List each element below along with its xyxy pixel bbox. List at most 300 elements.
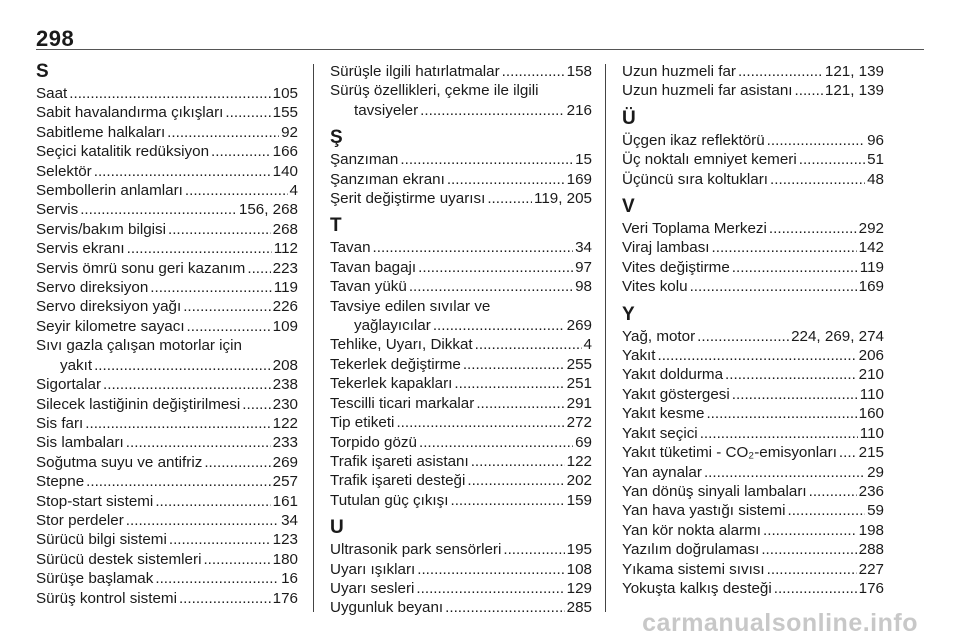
entry-term: Üçgen ikaz reflektörü (622, 131, 765, 149)
index-entry (622, 327, 884, 346)
leader-dots (80, 200, 237, 219)
entry-term: Saat (36, 85, 68, 102)
leader-dots (168, 220, 271, 239)
leader-dots (187, 317, 271, 336)
index-section (622, 109, 884, 189)
entry-term: Üç noktalı emniyet kemeri (622, 151, 797, 169)
index-section (622, 305, 884, 599)
leader-dots (487, 189, 532, 208)
leader-dots (94, 162, 271, 181)
entry-pages: 223 (272, 259, 298, 277)
entry-pages: 108 (566, 560, 592, 578)
index-entry (36, 297, 298, 316)
leader-dots (418, 258, 573, 277)
entry-pages: 96 (867, 131, 884, 149)
entry-term: Soğutma suyu ve antifriz (36, 453, 203, 471)
leader-dots (400, 150, 573, 169)
leader-dots (763, 521, 857, 540)
entry-term: Uygunluk beyanı (330, 599, 444, 617)
index-entry (36, 220, 298, 239)
leader-dots (126, 511, 279, 530)
index-entry (622, 277, 884, 296)
entry-pages: 160 (858, 405, 884, 423)
leader-dots (809, 482, 857, 501)
entry-pages: 238 (272, 376, 298, 394)
index-entry (622, 482, 884, 501)
leader-dots (183, 297, 270, 316)
index-entry (36, 395, 298, 414)
index-entry (36, 530, 298, 549)
entry-pages: 227 (858, 560, 884, 578)
entry-pages: 288 (858, 541, 884, 559)
index-section (622, 62, 884, 101)
leader-dots (167, 123, 279, 142)
index-entry (36, 84, 298, 103)
entry-pages: 206 (858, 347, 884, 365)
leader-dots (126, 433, 271, 452)
entry-term: Uyarı ışıkları (330, 560, 416, 578)
entry-pages: 29 (867, 463, 884, 481)
index-entry (330, 560, 592, 579)
leader-dots (657, 346, 856, 365)
index-entry (36, 336, 298, 375)
index-section (330, 216, 592, 510)
leader-dots (463, 355, 565, 374)
index-entry (36, 259, 298, 278)
leader-dots (732, 258, 858, 277)
index-entry (622, 346, 884, 365)
entry-pages: 122 (566, 452, 592, 470)
index-entry (330, 471, 592, 490)
leader-dots (409, 277, 573, 296)
entry-term-continued: tavsiyeler (354, 101, 419, 119)
leader-dots (69, 84, 270, 103)
entry-pages: 16 (281, 570, 298, 588)
entry-pages: 202 (566, 472, 592, 490)
leader-dots (706, 404, 856, 423)
entry-pages: 119 (273, 279, 298, 297)
entry-pages: 48 (867, 170, 884, 188)
leader-dots (770, 170, 865, 189)
entry-pages: 272 (566, 414, 592, 432)
index-entry (330, 579, 592, 598)
entry-term-continued: yağlayıcılar (354, 317, 431, 335)
index-section (330, 62, 592, 120)
index-entry (330, 62, 592, 81)
entry-term: Vites değiştirme (622, 258, 730, 276)
entry-term: Tavan (330, 239, 371, 257)
entry-term: Sıvı gazla çalışan motorlar için (36, 337, 242, 355)
entry-pages: 119, 205 (534, 190, 592, 208)
index-entry (622, 443, 884, 462)
index-entry (330, 491, 592, 510)
leader-dots (127, 239, 272, 258)
entry-pages: 140 (272, 162, 298, 180)
index-entry (622, 238, 884, 257)
entry-pages: 123 (272, 531, 298, 549)
entry-pages: 255 (566, 355, 592, 373)
index-section (36, 62, 298, 608)
entry-pages: 208 (272, 356, 298, 374)
entry-term: Yan kör nokta alarmı (622, 521, 762, 539)
entry-continuation (330, 316, 592, 335)
entry-term: Yokuşta kalkış desteği (622, 579, 772, 597)
entry-pages: 159 (566, 491, 592, 509)
entry-pages: 169 (566, 170, 592, 188)
entry-pages: 156, 268 (238, 201, 298, 219)
index-entry (330, 355, 592, 374)
index-entry (330, 258, 592, 277)
entry-pages: 34 (281, 511, 298, 529)
leader-dots (420, 101, 565, 120)
index-entry (622, 560, 884, 579)
leader-dots (767, 560, 857, 579)
entry-term: Trafik işareti asistanı (330, 452, 469, 470)
entry-pages: 226 (272, 298, 298, 316)
entry-pages: 176 (858, 579, 884, 597)
index-section (622, 197, 884, 297)
leader-dots (799, 150, 865, 169)
entry-pages: 285 (566, 599, 592, 617)
entry-pages: 110 (859, 385, 884, 403)
entry-term: Sürüşle ilgili hatırlatmalar (330, 63, 500, 80)
entry-pages: 142 (858, 239, 884, 257)
entry-term: Sürüşe başlamak (36, 570, 154, 588)
leader-dots (203, 550, 270, 569)
entry-term: Sürücü bilgi sistemi (36, 531, 167, 549)
index-entry (622, 62, 884, 81)
leader-dots (103, 375, 271, 394)
leader-dots (150, 278, 272, 297)
leader-dots (419, 433, 573, 452)
index-entry (36, 375, 298, 394)
entry-term-continued: yakıt (60, 356, 93, 374)
entry-pages: 69 (575, 433, 592, 451)
index-entry (36, 453, 298, 472)
index-entry (622, 404, 884, 423)
leader-dots (86, 472, 271, 491)
entry-term: Tekerlek değiştirme (330, 355, 461, 373)
index-entry (622, 385, 884, 404)
entry-term: Yazılım doğrulaması (622, 541, 760, 559)
entry-term: Servis (36, 201, 79, 219)
index-entry (330, 81, 592, 120)
entry-term: Sigortalar (36, 376, 101, 394)
entry-term: Stepne (36, 473, 85, 491)
index-column-3 (622, 62, 884, 598)
section-letter: U (330, 517, 344, 539)
entry-pages: 176 (272, 589, 298, 607)
entry-term: Uyarı sesleri (330, 579, 415, 597)
entry-pages: 51 (867, 151, 884, 169)
leader-dots (85, 414, 270, 433)
leader-dots (503, 540, 564, 559)
index-entry (330, 394, 592, 413)
page-number: 298 (36, 26, 75, 51)
entry-term: Sürüş kontrol sistemi (36, 589, 177, 607)
entry-pages: 257 (272, 473, 298, 491)
entry-term: Yağ, motor (622, 327, 696, 345)
leader-dots (502, 62, 565, 81)
index-entry (622, 81, 884, 100)
entry-term: Tescilli ticari markalar (330, 394, 475, 412)
index-entry (330, 189, 592, 208)
entry-pages: 155 (272, 104, 298, 122)
index-entry (622, 170, 884, 189)
entry-pages: 251 (566, 375, 592, 393)
leader-dots (769, 219, 857, 238)
entry-term: Stor perdeler (36, 511, 124, 529)
index-entry (622, 365, 884, 384)
leader-dots (787, 501, 865, 520)
entry-term: Yakıt (622, 347, 656, 365)
index-section (330, 128, 592, 208)
leader-dots (467, 471, 564, 490)
entry-term: Trafik işareti desteği (330, 472, 466, 490)
entry-term: Sabit havalandırma çıkışları (36, 104, 224, 122)
leader-dots (416, 579, 564, 598)
entry-pages: 180 (272, 550, 298, 568)
index-entry (36, 317, 298, 336)
entry-term: Şerit değiştirme uyarısı (330, 190, 486, 208)
entry-term: Seçici katalitik redüksiyon (36, 143, 210, 161)
entry-term: Tutulan güç çıkışı (330, 491, 449, 509)
entry-pages: 121, 139 (824, 82, 884, 100)
entry-pages: 210 (858, 366, 884, 384)
index-entry (36, 278, 298, 297)
index-entry (36, 433, 298, 452)
leader-dots (475, 335, 582, 354)
index-entry (36, 414, 298, 433)
entry-term: Şanzıman ekranı (330, 170, 445, 188)
entry-pages: 97 (575, 258, 592, 276)
entry-pages: 4 (289, 182, 298, 200)
leader-dots (396, 413, 564, 432)
index-entry (622, 424, 884, 443)
entry-term: Sis farı (36, 414, 84, 432)
leader-dots (433, 316, 565, 335)
entry-term: Şanzıman (330, 151, 399, 169)
leader-dots (450, 491, 564, 510)
leader-dots (185, 181, 288, 200)
section-letter: S (36, 61, 49, 82)
section-letter: V (622, 196, 635, 218)
index-entry (36, 492, 298, 511)
leader-dots (155, 569, 279, 588)
index-entry (330, 170, 592, 189)
entry-pages: 15 (575, 151, 592, 169)
entry-term: Sabitleme halkaları (36, 123, 166, 141)
index-entry (330, 540, 592, 559)
index-entry (330, 150, 592, 169)
entry-pages: 122 (272, 414, 298, 432)
index-entry (330, 433, 592, 452)
leader-dots (795, 81, 823, 100)
entry-pages: 121, 139 (824, 63, 884, 80)
entry-term: Yan aynalar (622, 463, 702, 481)
entry-pages: 158 (566, 63, 592, 80)
index-entry (36, 142, 298, 161)
entry-pages: 59 (867, 502, 884, 520)
leader-dots (712, 238, 857, 257)
header-rule (36, 49, 924, 50)
leader-dots (445, 598, 565, 617)
entry-term: Veri Toplama Merkezi (622, 220, 767, 238)
index-entry (36, 162, 298, 181)
entry-term: Yakıt tüketimi - CO₂-emisyonları (622, 444, 837, 462)
entry-pages: 230 (272, 395, 298, 413)
entry-term: Torpido gözü (330, 433, 417, 451)
index-entry (36, 123, 298, 142)
entry-term: Silecek lastiğinin değiştirilmesi (36, 395, 241, 413)
index-section (330, 518, 592, 618)
leader-dots (211, 142, 271, 161)
leader-dots (417, 560, 564, 579)
leader-dots (454, 374, 564, 393)
entry-term: Yakıt seçici (622, 424, 698, 442)
leader-dots (447, 170, 565, 189)
entry-term: Servo direksiyon yağı (36, 298, 182, 316)
entry-term: Tavan bagajı (330, 258, 417, 276)
leader-dots (732, 385, 858, 404)
leader-dots (94, 356, 271, 375)
leader-dots (697, 327, 789, 346)
column-divider (605, 64, 606, 612)
entry-term: Tavsiye edilen sıvılar ve (330, 297, 491, 315)
index-entry (330, 598, 592, 617)
index-entry (36, 511, 298, 530)
entry-pages: 119 (859, 258, 884, 276)
leader-dots (247, 259, 270, 278)
index-entry (622, 258, 884, 277)
entry-term: Yıkama sistemi sıvısı (622, 560, 765, 578)
index-entry (622, 219, 884, 238)
index-entry (36, 239, 298, 258)
section-letter: Ü (622, 107, 636, 129)
entry-pages: 216 (566, 101, 592, 119)
index-entry (622, 521, 884, 540)
entry-pages: 112 (273, 240, 298, 258)
leader-dots (700, 424, 858, 443)
section-letter: Y (622, 303, 635, 325)
index-entry (36, 550, 298, 569)
leader-dots (774, 579, 857, 598)
leader-dots (373, 238, 574, 257)
leader-dots (738, 62, 823, 81)
entry-pages: 34 (575, 239, 592, 257)
entry-term: Tekerlek kapakları (330, 375, 453, 393)
index-column-1 (36, 62, 298, 608)
index-entry (622, 463, 884, 482)
section-letter: T (330, 215, 342, 237)
entry-term: Servis/bakım bilgisi (36, 220, 166, 238)
entry-term: Servo direksiyon (36, 279, 149, 297)
entry-continuation (36, 356, 298, 375)
index-entry (622, 501, 884, 520)
entry-term: Ultrasonik park sensörleri (330, 541, 502, 559)
index-entry (622, 150, 884, 169)
leader-dots (761, 540, 856, 559)
entry-term: Uzun huzmeli far asistanı (622, 82, 793, 100)
entry-pages: 291 (566, 394, 592, 412)
index-entry (36, 103, 298, 122)
leader-dots (767, 131, 865, 150)
leader-dots (225, 103, 270, 122)
entry-pages: 169 (858, 278, 884, 296)
watermark-text: carmanualsonline.info (642, 609, 918, 637)
entry-term: Sürücü destek sistemleri (36, 550, 202, 568)
index-entry (330, 297, 592, 336)
leader-dots (155, 492, 270, 511)
index-entry (330, 452, 592, 471)
entry-term: Yakıt doldurma (622, 366, 724, 384)
index-entry (330, 335, 592, 354)
entry-term: Servis ömrü sonu geri kazanım (36, 259, 246, 277)
entry-term: Tip etiketi (330, 414, 395, 432)
section-letter: Ş (330, 127, 343, 149)
entry-pages: 269 (566, 317, 592, 335)
entry-term: Yakıt kesme (622, 405, 705, 423)
entry-pages: 224, 269, 274 (791, 327, 884, 345)
entry-pages: 110 (859, 424, 884, 442)
entry-pages: 269 (272, 453, 298, 471)
leader-dots (471, 452, 565, 471)
entry-term: Tehlike, Uyarı, Dikkat (330, 336, 473, 354)
index-entry (622, 579, 884, 598)
entry-continuation (330, 101, 592, 120)
entry-term: Tavan yükü (330, 278, 407, 296)
entry-term: Yan dönüş sinyali lambaları (622, 482, 807, 500)
entry-pages: 236 (858, 482, 884, 500)
entry-term: Selektör (36, 162, 92, 180)
entry-term: Üçüncü sıra koltukları (622, 170, 769, 188)
index-entry (330, 238, 592, 257)
entry-pages: 4 (583, 336, 592, 354)
entry-pages: 198 (858, 521, 884, 539)
entry-pages: 109 (272, 317, 298, 335)
index-entry (36, 181, 298, 200)
entry-pages: 105 (272, 85, 298, 102)
entry-pages: 161 (272, 492, 298, 510)
leader-dots (690, 277, 857, 296)
entry-pages: 129 (566, 579, 592, 597)
index-entry (36, 200, 298, 219)
leader-dots (204, 453, 270, 472)
entry-pages: 166 (272, 143, 298, 161)
index-entry (36, 472, 298, 491)
leader-dots (476, 394, 564, 413)
column-divider (313, 64, 314, 612)
index-entry (36, 569, 298, 588)
entry-term: Yan hava yastığı sistemi (622, 502, 786, 520)
entry-term: Stop-start sistemi (36, 492, 154, 510)
entry-pages: 215 (858, 444, 884, 462)
entry-term: Uzun huzmeli far (622, 63, 736, 80)
entry-pages: 233 (272, 434, 298, 452)
leader-dots (179, 589, 271, 608)
index-column-2 (330, 62, 592, 618)
entry-term: Viraj lambası (622, 239, 710, 257)
leader-dots (725, 365, 857, 384)
entry-pages: 268 (272, 220, 298, 238)
entry-pages: 98 (575, 278, 592, 296)
leader-dots (839, 443, 857, 462)
index-entry (622, 540, 884, 559)
entry-term: Sis lambaları (36, 434, 124, 452)
entry-pages: 195 (566, 541, 592, 559)
entry-term: Vites kolu (622, 278, 688, 296)
leader-dots (242, 395, 270, 414)
